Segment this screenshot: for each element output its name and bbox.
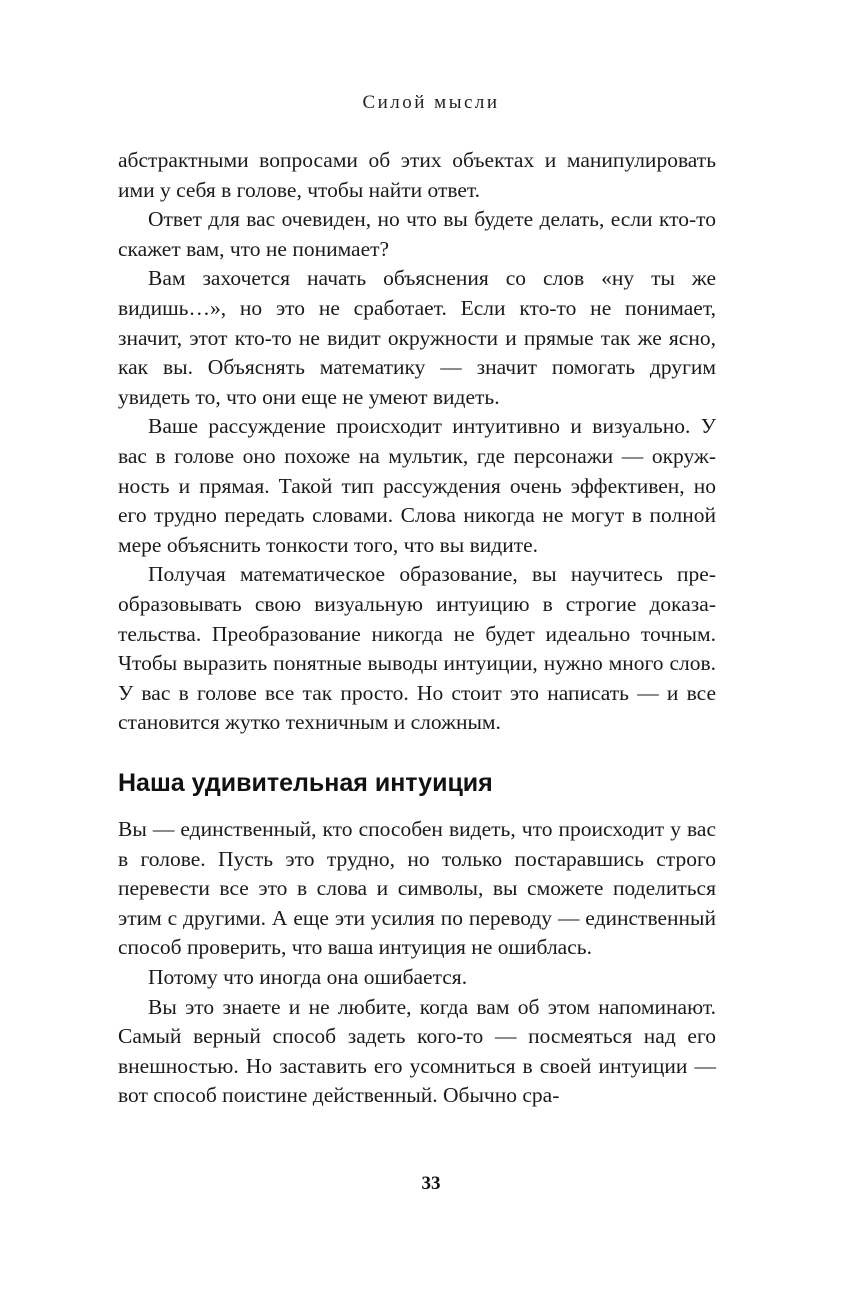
paragraph: Потому что иногда она ошибается.: [148, 964, 468, 989]
paragraph: Получая математическое образование, вы научитесь преобразовывать свою визуальную интуицию в строгие доказательства. Преобразование никогда не будет идеально точным. Чтобы выразить понятные выводы интуиции, нужно много слов. У вас в голове все так просто. Но стоит это написать — и все становится жутко техничным и сложным.: [118, 562, 716, 735]
paragraph: Вы — единственный, кто способен видеть, что происходит у вас в голове. Пусть это трудно, но только постаравшись строго перевести все это в слова и символы, вы сможете поделиться этим с другими. А еще эти усилия по переводу — единственный способ проверить, что ваша интуиция не ошиблась.: [118, 817, 716, 960]
paragraph: Ваше рассуждение происходит интуитивно и визуально. У вас в голове оно похоже на мультик, где персонажи — окружность и прямая. Такой тип рассуждения очень эффективен, но его трудно передать словами. Слова никогда не могут в полной мере объяснить тонкости того, что вы видите.: [118, 414, 716, 557]
paragraph: Ответ для вас очевиден, но что вы будете делать, если кто-то скажет вам, что не понимает?: [118, 207, 716, 261]
section-heading: Наша удивительная интуиция: [118, 769, 493, 797]
paragraph: Вам захочется начать объяснения со слов «ну ты же видишь…», но это не сработает. Если кто-то не понимает, значит, этот кто-то не видит окружности и прямые так же ясно, как вы. Объяснять математику — значит помогать другим увидеть то, что они еще не умеют видеть.: [118, 266, 716, 409]
page-number: 33: [421, 1173, 441, 1194]
paragraph: Вы это знаете и не любите, когда вам об этом напоминают. Самый верный способ задеть кого-то — посмеяться над его внешностью. Но заставить его усомниться в своей интуиции — вот способ поистине действенный. Обычно сра-: [118, 994, 716, 1108]
running-head: Силой мысли: [362, 92, 500, 113]
body-text-section-1: [118, 146, 716, 738]
body-text-section-2: [118, 815, 716, 1111]
paragraph: абстрактными вопросами об этих объектах и манипулировать ими у себя в голове, чтобы найти ответ.: [118, 148, 716, 202]
